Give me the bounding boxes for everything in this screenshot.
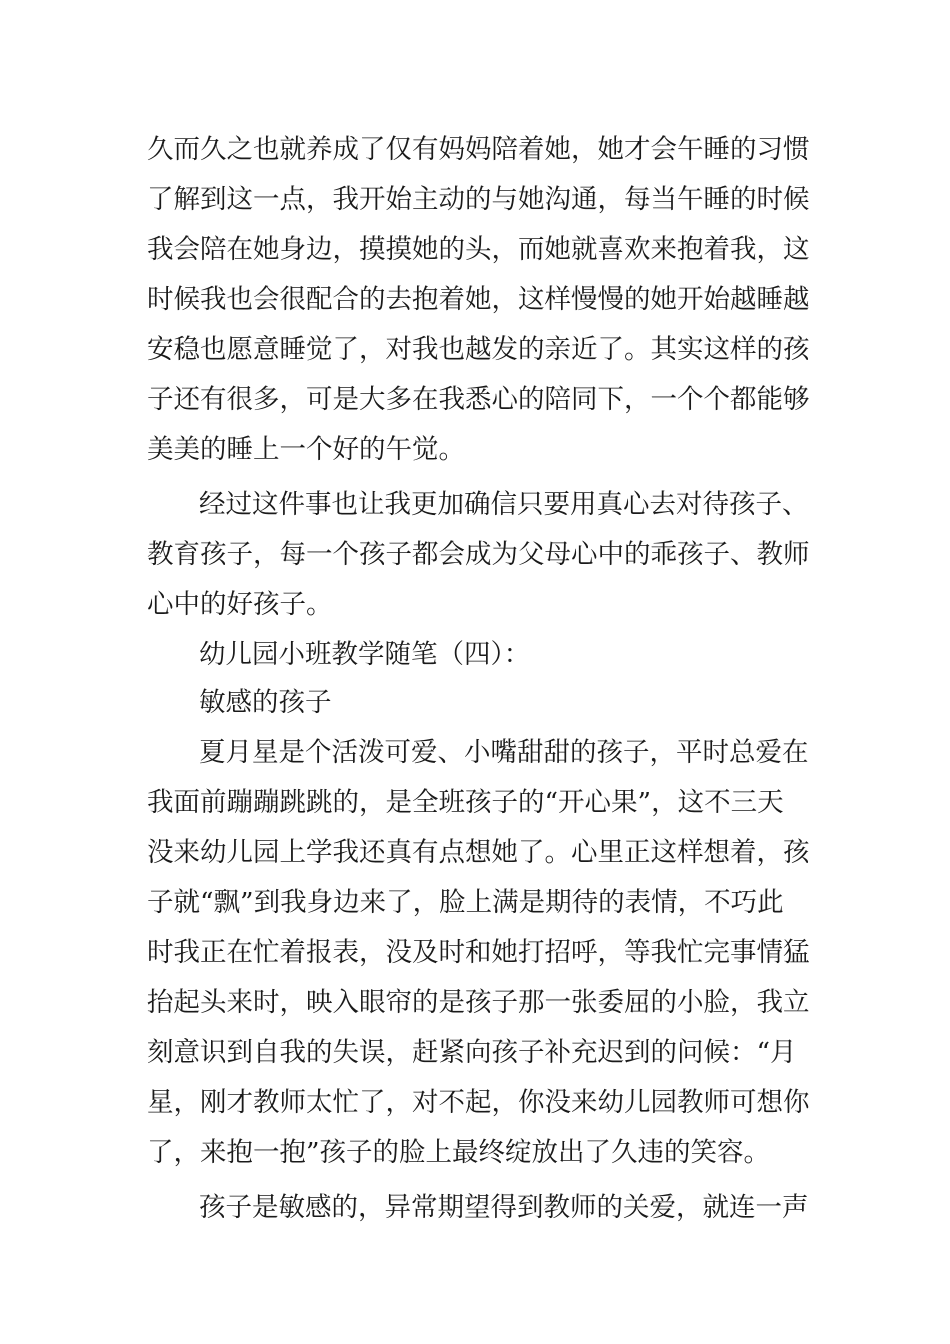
text-line: 了解到这一点，我开始主动的与她沟通，每当午睡的时候	[147, 184, 810, 215]
text-line: 我会陪在她身边，摸摸她的头，而她就喜欢来抱着我，这	[147, 234, 810, 265]
text-line: 心中的好孩子。	[147, 589, 333, 620]
paragraph-first-line: 孩子是敏感的，异常期望得到教师的关爱，就连一声	[199, 1192, 809, 1223]
text-line: 安稳也愿意睡觉了，对我也越发的亲近了。其实这样的孩	[147, 334, 810, 365]
paragraph-first-line: 夏月星是个活泼可爱、小嘴甜甜的孩子，平时总爱在	[199, 737, 809, 768]
text-line: 抬起头来时，映入眼帘的是孩子那一张委屈的小脸，我立	[147, 987, 810, 1018]
text-line: 了，来抱一抱”孩子的脸上最终绽放出了久违的笑容。	[147, 1137, 771, 1168]
text-line: 星，刚才教师太忙了，对不起，你没来幼儿园教师可想你	[147, 1087, 810, 1118]
text-line: 时我正在忙着报表，没及时和她打招呼，等我忙完事情猛	[147, 937, 810, 968]
text-line: 美美的睡上一个好的午觉。	[147, 434, 465, 465]
text-line: 刻意识到自我的失误，赶紧向孩子补充迟到的问候：“月	[147, 1037, 797, 1068]
text-line: 教育孩子，每一个孩子都会成为父母心中的乖孩子、教师	[147, 539, 810, 570]
text-line: 我面前蹦蹦跳跳的，是全班孩子的“开心果”，这不三天	[147, 787, 784, 818]
text-line: 时候我也会很配合的去抱着她，这样慢慢的她开始越睡越	[147, 284, 810, 315]
text-line: 子就“飘”到我身边来了，脸上满是期待的表情，不巧此	[147, 887, 784, 918]
paragraph-first-line: 经过这件事也让我更加确信只要用真心去对待孩子、	[199, 489, 809, 520]
article-title: 敏感的孩子	[199, 687, 332, 718]
text-line: 子还有很多，可是大多在我悉心的陪同下，一个个都能够	[147, 384, 810, 415]
text-line: 没来幼儿园上学我还真有点想她了。心里正这样想着，孩	[147, 837, 810, 868]
text-line: 久而久之也就养成了仅有妈妈陪着她，她才会午睡的习惯	[147, 134, 810, 165]
section-heading: 幼儿园小班教学随笔（四）：	[199, 639, 531, 670]
